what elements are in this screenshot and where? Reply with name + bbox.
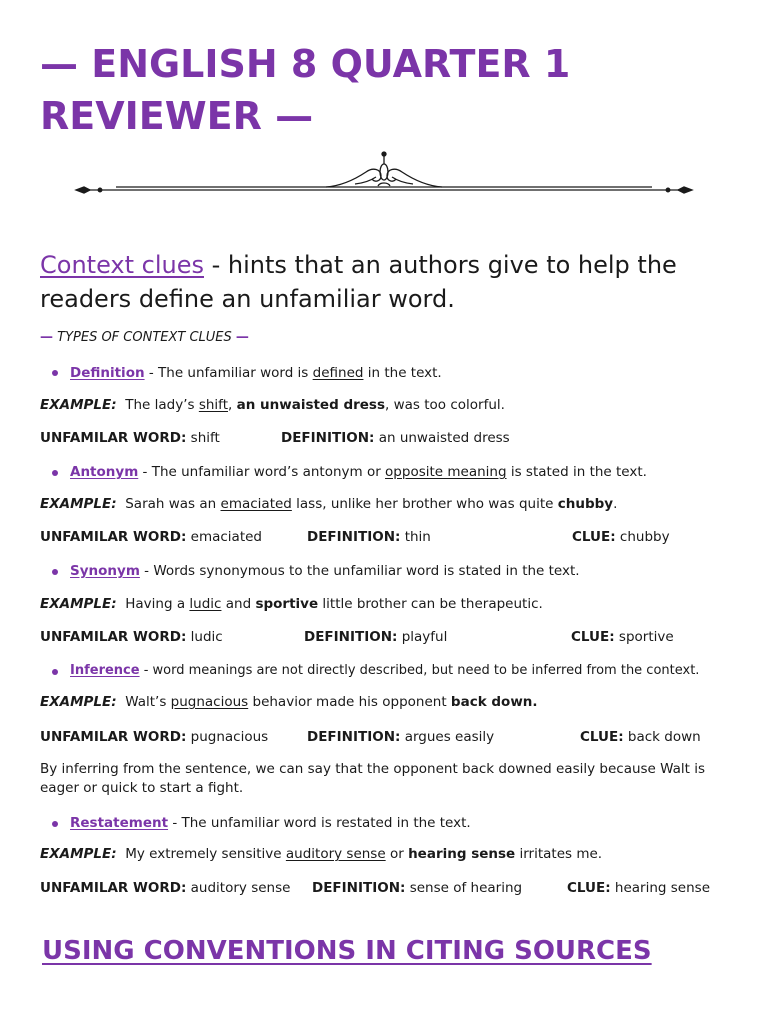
antonym-item: Antonym - The unfamiliar word’s antonym or opposite meaning is stated in the text.: [70, 464, 647, 480]
bullet-icon: [52, 370, 58, 376]
antonym-example: EXAMPLE: Sarah was an emaciated lass, unlike her brother who was quite chubby.: [40, 496, 618, 512]
inference-example: EXAMPLE: Walt’s pugnacious behavior made his opponent back down.: [40, 694, 538, 710]
synonym-definition: DEFINITION: playful: [304, 629, 448, 645]
definition-example: EXAMPLE: The lady’s shift, an unwaisted dress, was too colorful.: [40, 397, 505, 413]
restatement-example: EXAMPLE: My extremely sensitive auditory sense or hearing sense irritates me.: [40, 846, 603, 862]
restatement-unfamiliar-word: UNFAMILAR WORD: auditory sense: [40, 880, 291, 896]
context-clues-definition-line2: readers define an unfamiliar word.: [40, 285, 455, 313]
antonym-clue: CLUE: chubby: [572, 529, 670, 545]
antonym-term: Antonym: [70, 464, 139, 480]
inference-term: Inference: [70, 663, 140, 678]
definition-definition: DEFINITION: an unwaisted dress: [281, 430, 510, 446]
inference-clue: CLUE: back down: [580, 729, 701, 745]
context-clues-definition-line1: Context clues - hints that an authors give to help the: [40, 251, 677, 279]
definition-item: Definition - The unfamiliar word is defined in the text.: [70, 365, 442, 381]
bullet-icon: [52, 569, 58, 575]
page-title: — ENGLISH 8 QUARTER 1 REVIEWER —: [40, 42, 571, 138]
restatement-definition: DEFINITION: sense of hearing: [312, 880, 523, 896]
synonym-clue: CLUE: sportive: [571, 629, 674, 645]
bullet-icon: [52, 470, 58, 476]
bullet-icon: [52, 669, 58, 675]
types-heading: — TYPES OF CONTEXT CLUES —: [40, 330, 249, 345]
antonym-definition: DEFINITION: thin: [307, 529, 431, 545]
inference-item: Inference - word meanings are not directly described, but need to be inferred from the context.: [70, 663, 700, 678]
synonym-unfamiliar-word: UNFAMILAR WORD: ludic: [40, 629, 223, 645]
citing-sources-heading: USING CONVENTIONS IN CITING SOURCES: [42, 936, 652, 966]
synonym-term: Synonym: [70, 563, 140, 579]
antonym-unfamiliar-word: UNFAMILAR WORD: emaciated: [40, 529, 262, 545]
synonym-example: EXAMPLE: Having a ludic and sportive little brother can be therapeutic.: [40, 596, 543, 612]
definition-term: Definition: [70, 365, 145, 381]
restatement-clue: CLUE: hearing sense: [567, 880, 711, 896]
inference-definition: DEFINITION: argues easily: [307, 729, 495, 745]
synonym-item: Synonym - Words synonymous to the unfamiliar word is stated in the text.: [70, 563, 580, 579]
inference-unfamiliar-word: UNFAMILAR WORD: pugnacious: [40, 729, 269, 745]
bullet-icon: [52, 821, 58, 827]
definition-unfamiliar-word: UNFAMILAR WORD: shift: [40, 430, 220, 446]
ornamental-divider-icon: [70, 150, 698, 200]
restatement-term: Restatement: [70, 815, 169, 831]
context-clues-term: Context clues: [40, 251, 204, 279]
inference-explanation: By inferring from the sentence, we can say that the opponent back downed easily because Walt is eager or quick to start a fight.: [40, 761, 706, 796]
restatement-item: Restatement - The unfamiliar word is restated in the text.: [70, 815, 471, 831]
